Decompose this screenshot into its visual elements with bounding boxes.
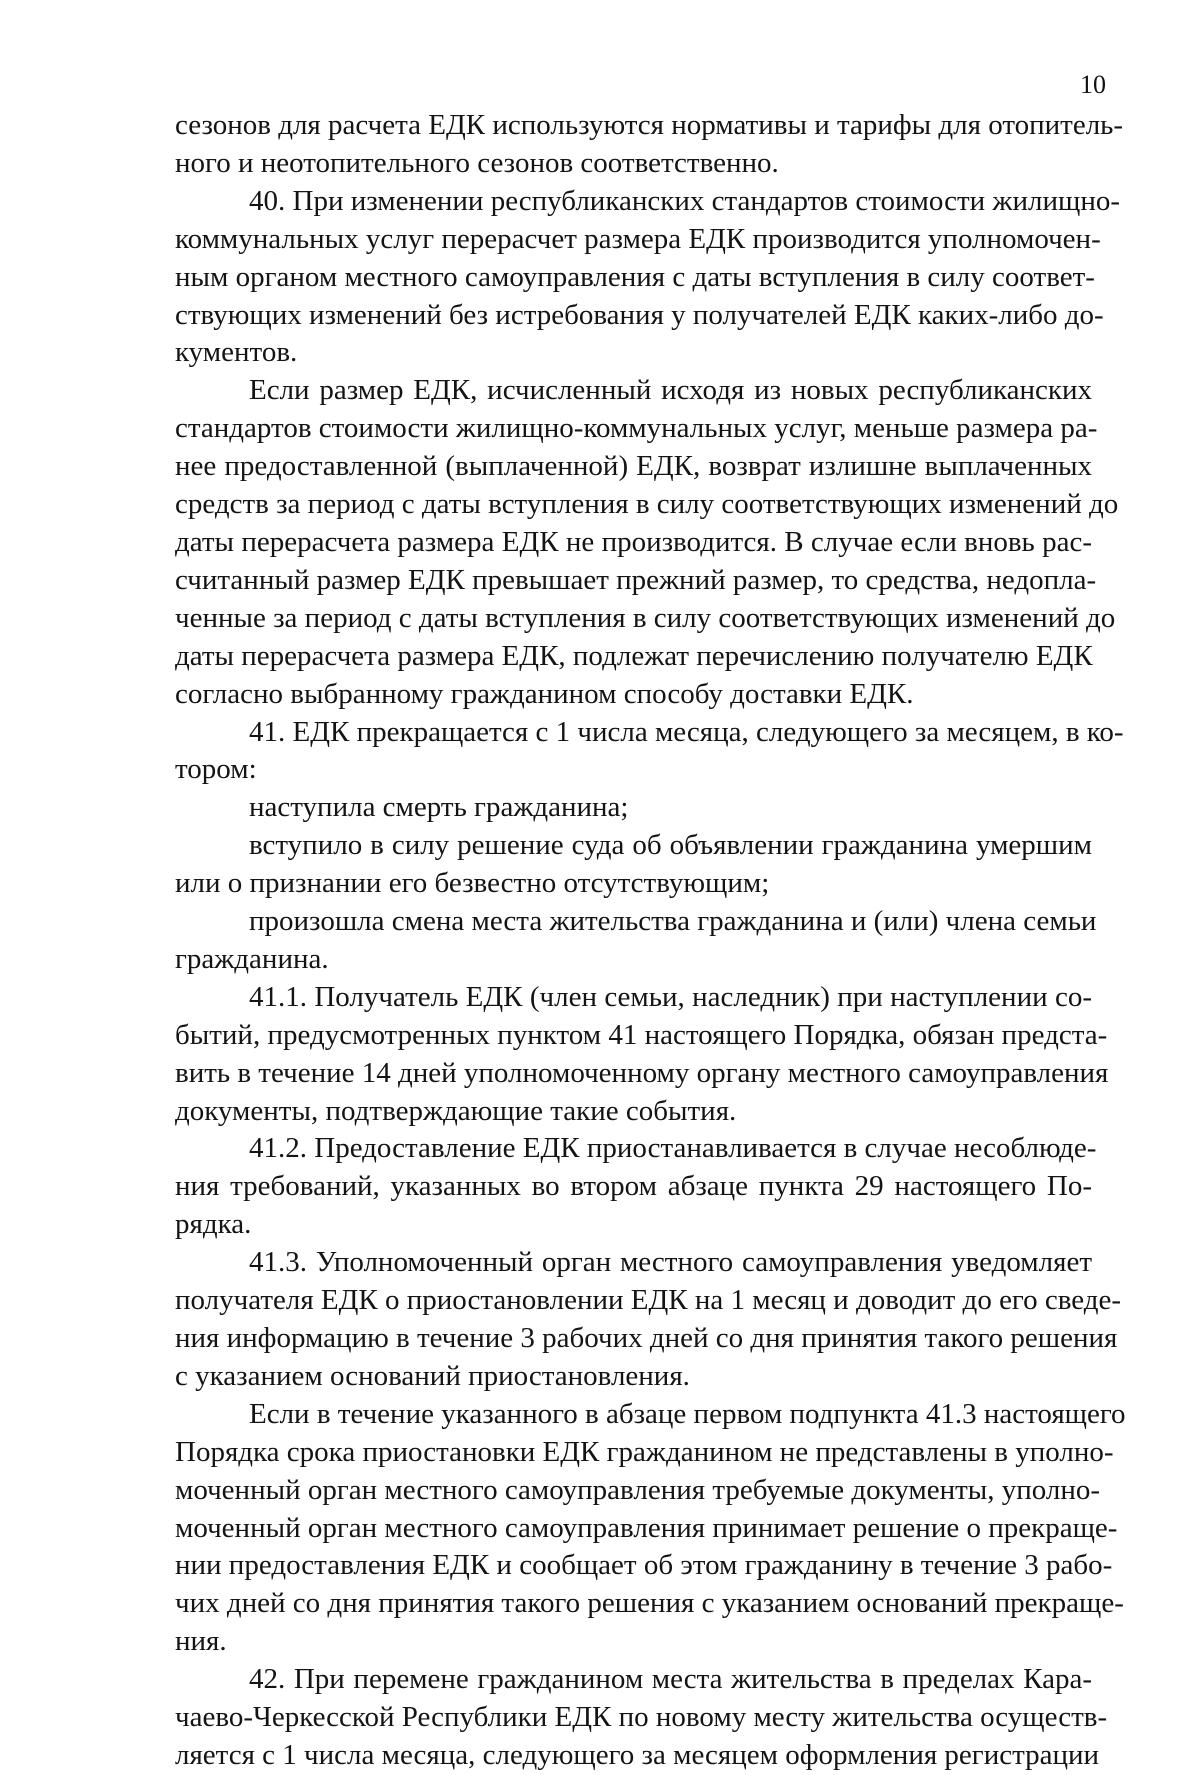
text-line: вить в течение 14 дней уполномоченному органу местного самоуправления (175, 1056, 1109, 1089)
text-line: гражданина. (175, 942, 329, 975)
text-line: чих дней со дня принятия такого решения с указанием оснований прекраще- (175, 1587, 1124, 1620)
text-line: ствующих изменений без истребования у получателей ЕДК каких-либо до- (175, 298, 1104, 331)
text-line: нии предоставления ЕДК и сообщает об этом гражданину в течение 3 рабо- (175, 1549, 1113, 1582)
text-line: сезонов для расчета ЕДК используются нормативы и тарифы для отопитель- (175, 109, 1124, 141)
text-line: даты перерасчета размера ЕДК не производится. В случае если вновь рас- (175, 525, 1092, 558)
text-line: 41. ЕДК прекращается с 1 числа месяца, следующего за месяцем, в ко- (249, 715, 1124, 748)
text-line: получателя ЕДК о приостановлении ЕДК на 1 месяц и доводит до его сведе- (175, 1284, 1122, 1317)
text-line: 41.3. Уполномоченный орган местного самоуправления уведомляет (249, 1246, 1092, 1279)
text-line: рядка. (175, 1208, 252, 1241)
text-line: Если в течение указанного в абзаце первом подпункта 41.3 настоящего (249, 1397, 1126, 1430)
text-line: моченный орган местного самоуправления требуемые документы, уполно- (175, 1473, 1101, 1506)
text-line: или о признании его безвестно отсутствующим; (175, 867, 770, 900)
text-line: с указанием оснований приостановления. (175, 1359, 690, 1392)
text-line: ния информацию в течение 3 рабочих дней со дня принятия такого решения (175, 1322, 1118, 1354)
text-line: ным органом местного самоуправления с даты вступления в силу соответ- (175, 260, 1095, 293)
text-line: согласно выбранному гражданином способу доставки ЕДК. (175, 677, 914, 710)
text-line: Порядка срока приостановки ЕДК гражданином не представлены в уполно- (175, 1435, 1114, 1468)
text-line: Если размер ЕДК, исчисленный исходя из новых республиканских (249, 374, 1092, 407)
text-line: 42. При перемене гражданином места жительства в пределах Кара- (249, 1663, 1092, 1696)
document-body (175, 107, 1126, 1775)
text-line: нее предоставленной (выплаченной) ЕДК, возврат излишне выплаченных (175, 450, 1092, 483)
text-line: ченные за период с даты вступления в силу соответствующих изменений до (175, 601, 1116, 634)
text-line: бытий, предусмотренных пунктом 41 настоящего Порядка, обязан предста- (175, 1018, 1108, 1051)
text-line: документы, подтверждающие такие события. (175, 1094, 737, 1127)
text-line: тором: (175, 753, 257, 786)
text-line: кументов. (175, 336, 298, 369)
text-line: 41.2. Предоставление ЕДК приостанавливается в случае несоблюде- (249, 1132, 1097, 1165)
text-line: вступило в силу решение суда об объявлении гражданина умершим (249, 829, 1092, 862)
text-line: ляется с 1 числа месяца, следующего за месяцем оформления регистрации (175, 1738, 1100, 1771)
text-line: 40. При изменении республиканских стандартов стоимости жилищно- (249, 184, 1120, 217)
text-line: чаево-Черкесской Республики ЕДК по новому месту жительства осуществ- (175, 1701, 1108, 1734)
text-line: считанный размер ЕДК превышает прежний размер, то средства, недопла- (175, 563, 1097, 596)
text-line: ного и неотопительного сезонов соответственно. (175, 146, 779, 179)
text-line: наступила смерть гражданина; (249, 791, 629, 824)
page-number: 10 (1080, 70, 1106, 99)
text-line: стандартов стоимости жилищно-коммунальных услуг, меньше размера ра- (175, 412, 1098, 445)
text-line: средств за период с даты вступления в силу соответствующих изменений до (175, 488, 1119, 521)
text-line: даты перерасчета размера ЕДК, подлежат перечислению получателю ЕДК (175, 639, 1093, 672)
text-line: произошла смена места жительства гражданина и (или) члена семьи (249, 905, 1097, 938)
text-line: ния требований, указанных во втором абзаце пункта 29 настоящего По- (175, 1170, 1092, 1203)
text-line: моченный орган местного самоуправления принимает решение о прекраще- (175, 1511, 1118, 1544)
text-line: 41.1. Получатель ЕДК (член семьи, наследник) при наступлении со- (249, 980, 1092, 1013)
text-line: коммунальных услуг перерасчет размера ЕДК производится уполномочен- (175, 222, 1101, 255)
text-line: ния. (175, 1625, 227, 1658)
